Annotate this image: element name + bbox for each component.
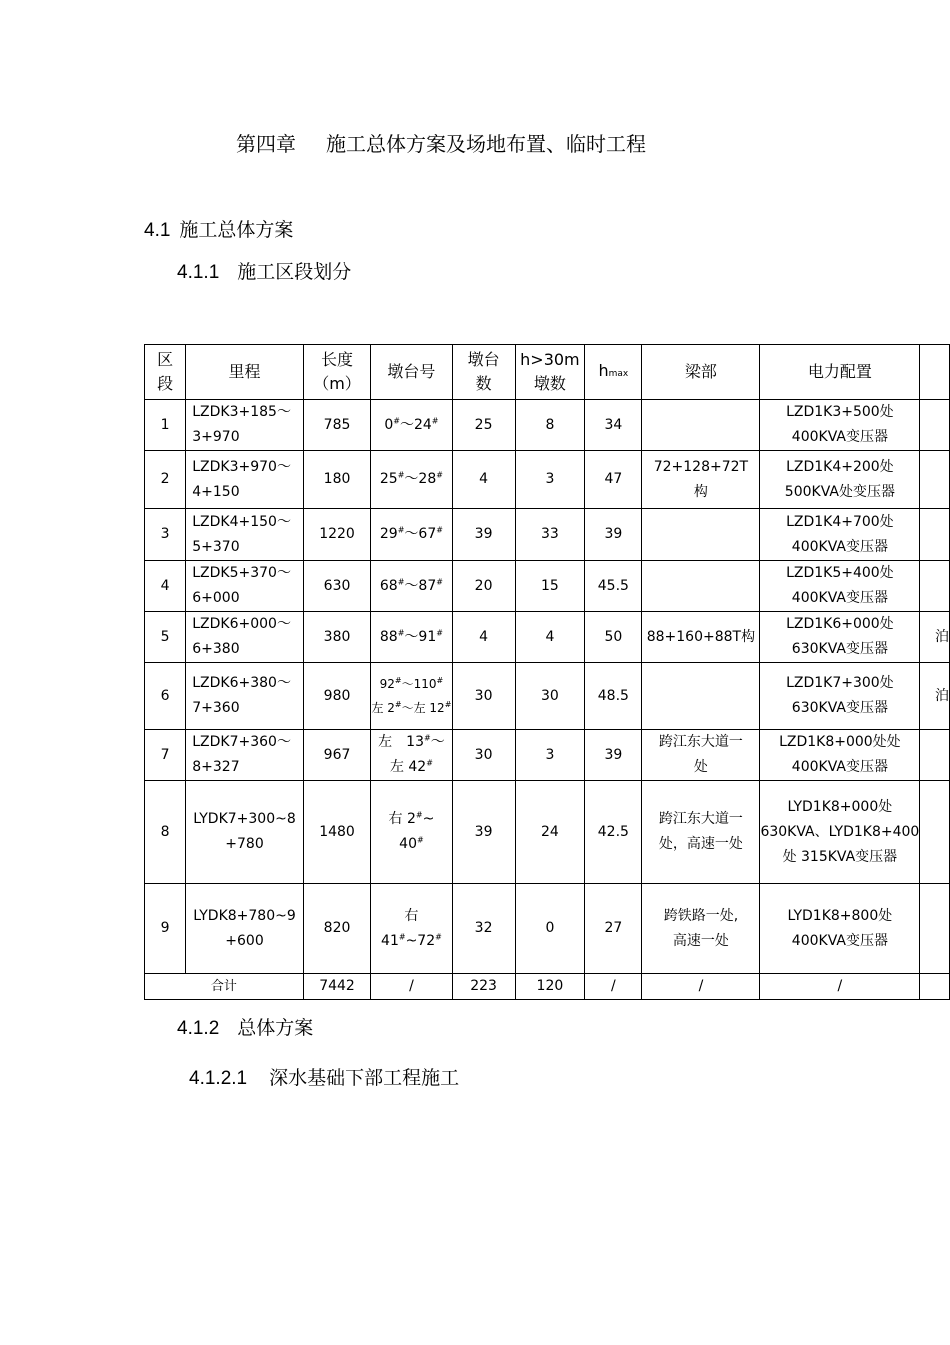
header-cutoff <box>920 345 950 400</box>
cell-length: 380 <box>303 612 370 663</box>
cell-power: LZD1K5+400处 400KVA变压器 <box>760 561 920 612</box>
header-pier: 墩台号 <box>371 345 452 400</box>
cell-cutoff <box>920 400 950 451</box>
cell-beam <box>642 663 760 730</box>
cell-beam: 跨江东大道一 处，高速一处 <box>642 781 760 884</box>
cell-total-length: 7442 <box>303 974 370 1000</box>
cell-mileage: LZDK3+185～ 3+970 <box>186 400 304 451</box>
cell-power: LYD1K8+000处 630KVA、LYD1K8+400 处 315KVA变压器 <box>760 781 920 884</box>
section-number: 4.1 <box>144 220 171 241</box>
table-row <box>145 561 950 612</box>
cell-cutoff: 泊 <box>920 612 950 663</box>
cell-length: 180 <box>303 451 370 509</box>
section-number: 4.1.1 <box>177 262 220 283</box>
cell-total-label: 合计 <box>145 974 304 1000</box>
cell-cutoff <box>920 509 950 561</box>
cell-power: LZD1K8+000处处 400KVA变压器 <box>760 730 920 781</box>
cell-length: 820 <box>303 884 370 974</box>
cell-power: LZD1K4+200处 500KVA处变压器 <box>760 451 920 509</box>
cell-pier: 0#～24# <box>371 400 452 451</box>
cell-pier: 68#～87# <box>371 561 452 612</box>
cell-hmax: 48.5 <box>585 663 642 730</box>
cell-segment: 6 <box>145 663 186 730</box>
header-beam: 梁部 <box>642 345 760 400</box>
cell-hmax: 42.5 <box>585 781 642 884</box>
cell-cutoff <box>920 884 950 974</box>
header-mileage: 里程 <box>186 345 304 400</box>
cell-length: 785 <box>303 400 370 451</box>
cell-length: 1480 <box>303 781 370 884</box>
section-title: 施工总体方案 <box>179 219 294 241</box>
cell-segment: 8 <box>145 781 186 884</box>
cell-total-pier: / <box>371 974 452 1000</box>
table-row <box>145 509 950 561</box>
section-title: 施工区段划分 <box>237 261 352 283</box>
cell-beam: 跨铁路一处, 高速一处 <box>642 884 760 974</box>
cell-total-high-piers: 120 <box>515 974 585 1000</box>
table-row <box>145 730 950 781</box>
cell-beam <box>642 400 760 451</box>
cell-pier-count: 32 <box>452 884 515 974</box>
table-row <box>145 884 950 974</box>
cell-pier: 右 41#~72# <box>371 884 452 974</box>
cell-pier: 右 2#~ 40# <box>371 781 452 884</box>
cell-beam <box>642 561 760 612</box>
cell-pier-count: 30 <box>452 730 515 781</box>
cell-total-beam: / <box>642 974 760 1000</box>
cell-segment: 3 <box>145 509 186 561</box>
cell-segment: 9 <box>145 884 186 974</box>
cell-hmax: 39 <box>585 509 642 561</box>
cell-length: 980 <box>303 663 370 730</box>
cell-segment: 7 <box>145 730 186 781</box>
cell-length: 1220 <box>303 509 370 561</box>
cell-mileage: LYDK8+780~9 +600 <box>186 884 304 974</box>
cell-power: LYD1K8+800处 400KVA变压器 <box>760 884 920 974</box>
cell-high-piers: 15 <box>515 561 585 612</box>
header-pier-count: 墩台 数 <box>452 345 515 400</box>
header-high-piers: h>30m 墩数 <box>515 345 585 400</box>
section-heading-4-1-2-1 <box>189 1063 459 1090</box>
chapter-heading <box>236 128 646 157</box>
cell-total-hmax: / <box>585 974 642 1000</box>
cell-beam: 跨江东大道一 处 <box>642 730 760 781</box>
section-heading-4-1 <box>144 215 293 242</box>
cell-pier-count: 25 <box>452 400 515 451</box>
cell-beam: 88+160+88T构 <box>642 612 760 663</box>
cell-cutoff <box>920 781 950 884</box>
cell-high-piers: 33 <box>515 509 585 561</box>
cell-hmax: 50 <box>585 612 642 663</box>
cell-pier-count: 4 <box>452 612 515 663</box>
header-length: 长度 （m） <box>303 345 370 400</box>
header-power: 电力配置 <box>760 345 920 400</box>
cell-mileage: LYDK7+300~8 +780 <box>186 781 304 884</box>
cell-mileage: LZDK7+360～ 8+327 <box>186 730 304 781</box>
cell-pier-count: 39 <box>452 509 515 561</box>
section-title: 深水基础下部工程施工 <box>269 1067 460 1089</box>
cell-high-piers: 8 <box>515 400 585 451</box>
section-number: 4.1.2 <box>177 1018 220 1039</box>
chapter-title: 施工总体方案及场地布置、临时工程 <box>326 132 646 156</box>
cell-beam: 72+128+72T构 <box>642 451 760 509</box>
cell-cutoff <box>920 974 950 1000</box>
cell-total-count: 223 <box>452 974 515 1000</box>
table-row <box>145 400 950 451</box>
cell-power: LZD1K4+700处 400KVA变压器 <box>760 509 920 561</box>
cell-high-piers: 24 <box>515 781 585 884</box>
cell-length: 967 <box>303 730 370 781</box>
table-row <box>145 451 950 509</box>
section-heading-4-1-2 <box>177 1013 313 1040</box>
cell-hmax: 45.5 <box>585 561 642 612</box>
table-row <box>145 781 950 884</box>
table-header-row <box>145 345 950 400</box>
table-total-row <box>145 974 950 1000</box>
cell-power: LZD1K6+000处 630KVA变压器 <box>760 612 920 663</box>
cell-hmax: 39 <box>585 730 642 781</box>
cell-beam <box>642 509 760 561</box>
cell-length: 630 <box>303 561 370 612</box>
section-title: 总体方案 <box>237 1017 314 1039</box>
cell-segment: 5 <box>145 612 186 663</box>
cell-pier: 92#～110# 左 2#～左 12# <box>371 663 452 730</box>
cell-hmax: 27 <box>585 884 642 974</box>
cell-power: LZD1K3+500处 400KVA变压器 <box>760 400 920 451</box>
cell-pier-count: 20 <box>452 561 515 612</box>
construction-segments-table <box>144 344 950 1000</box>
cell-pier: 左 13#～ 左 42# <box>371 730 452 781</box>
section-heading-4-1-1 <box>177 257 351 284</box>
cell-cutoff <box>920 451 950 509</box>
cell-cutoff: 泊 <box>920 663 950 730</box>
cell-mileage: LZDK3+970～ 4+150 <box>186 451 304 509</box>
cell-pier: 25#～28# <box>371 451 452 509</box>
table-row <box>145 612 950 663</box>
header-hmax: hmax <box>585 345 642 400</box>
cell-cutoff <box>920 730 950 781</box>
cell-mileage: LZDK6+380～ 7+360 <box>186 663 304 730</box>
table-row <box>145 663 950 730</box>
cell-pier-count: 30 <box>452 663 515 730</box>
cell-high-piers: 3 <box>515 730 585 781</box>
section-number: 4.1.2.1 <box>189 1068 248 1089</box>
cell-pier-count: 39 <box>452 781 515 884</box>
cell-mileage: LZDK6+000～ 6+380 <box>186 612 304 663</box>
chapter-number: 第四章 <box>236 132 296 156</box>
cell-high-piers: 30 <box>515 663 585 730</box>
cell-segment: 4 <box>145 561 186 612</box>
cell-pier: 29#～67# <box>371 509 452 561</box>
header-segment: 区 段 <box>145 345 186 400</box>
cell-mileage: LZDK4+150～ 5+370 <box>186 509 304 561</box>
cell-pier-count: 4 <box>452 451 515 509</box>
cell-segment: 1 <box>145 400 186 451</box>
cell-hmax: 34 <box>585 400 642 451</box>
cell-mileage: LZDK5+370～ 6+000 <box>186 561 304 612</box>
cell-power: LZD1K7+300处 630KVA变压器 <box>760 663 920 730</box>
cell-segment: 2 <box>145 451 186 509</box>
cell-high-piers: 3 <box>515 451 585 509</box>
cell-total-power: / <box>760 974 920 1000</box>
cell-cutoff <box>920 561 950 612</box>
cell-high-piers: 4 <box>515 612 585 663</box>
cell-high-piers: 0 <box>515 884 585 974</box>
cell-pier: 88#～91# <box>371 612 452 663</box>
cell-hmax: 47 <box>585 451 642 509</box>
